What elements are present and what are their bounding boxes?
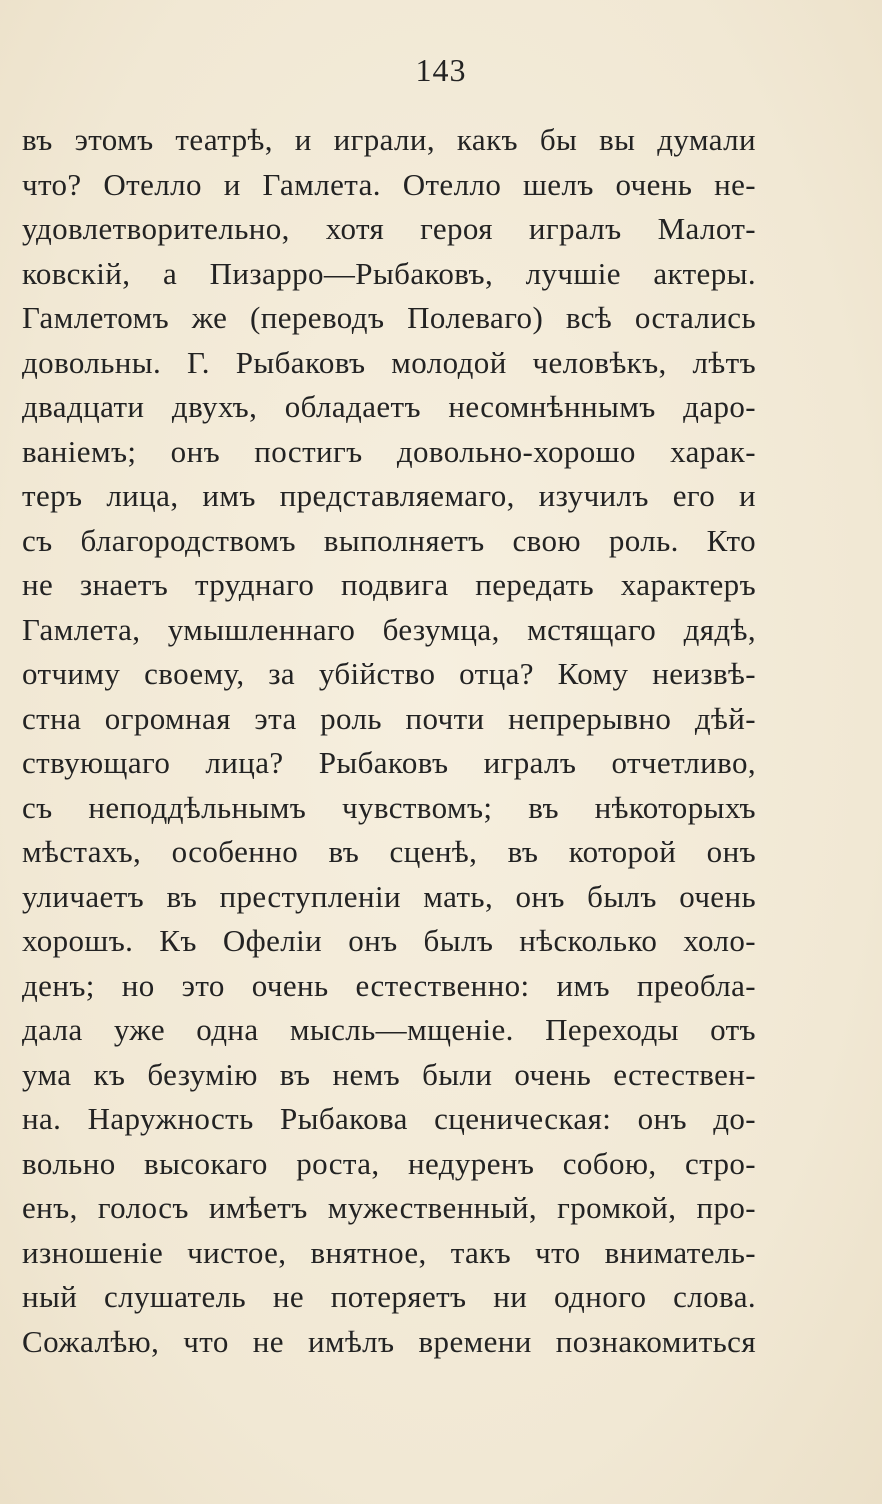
text-line: Гамлетомъ же (переводъ Полеваго) всѣ остались — [22, 300, 756, 335]
text-line: съ благородствомъ выполняетъ свою роль. Кто — [22, 522, 756, 558]
text-line: не знаетъ труднаго подвига передать характеръ — [22, 567, 756, 602]
text-line: Сожалѣю, что не имѣлъ времени познакомиться — [22, 1323, 756, 1359]
text-line: довольны. Г. Рыбаковъ молодой человѣкъ, лѣтъ — [22, 344, 756, 380]
text-line: мѣстахъ, особенно въ сценѣ, въ которой онъ — [22, 834, 756, 869]
text-line: изношеніе чистое, внятное, такъ что вниматель- — [22, 1234, 756, 1270]
text-line: отчиму своему, за убійство отца? Кому неизвѣ- — [22, 656, 756, 691]
text-line: хорошъ. Къ Офеліи онъ былъ нѣсколько холо- — [22, 923, 756, 958]
text-line: теръ лица, имъ представляемаго, изучилъ его и — [22, 478, 756, 513]
text-line: ный слушатель не потеряетъ ни одного слова. — [22, 1279, 756, 1314]
text-line: Гамлета, умышленнаго безумца, мстящаго дядѣ, — [22, 611, 756, 647]
text-line: на. Наружность Рыбакова сценическая: онъ до- — [22, 1101, 756, 1136]
text-line: вольно высокаго роста, недуренъ собою, стро- — [22, 1145, 756, 1181]
text-line: ствующаго лица? Рыбаковъ игралъ отчетливо, — [22, 745, 756, 780]
text-line: что? Отелло и Гамлета. Отелло шелъ очень не- — [22, 166, 756, 202]
text-line: съ неподдѣльнымъ чувствомъ; въ нѣкоторыхъ — [22, 789, 756, 825]
text-line: ума къ безумію въ немъ были очень естествен- — [22, 1056, 756, 1092]
text-line: дала уже одна мысль—мщеніе. Переходы отъ — [22, 1012, 756, 1047]
text-line: стна огромная эта роль почти непрерывно дѣй- — [22, 700, 756, 736]
text-line: удовлетворительно, хотя героя игралъ Малот- — [22, 211, 756, 246]
text-line: двадцати двухъ, обладаетъ несомнѣннымъ даро- — [22, 389, 756, 424]
text-line: денъ; но это очень естественно: имъ преобла- — [22, 967, 756, 1003]
page-number: 143 — [415, 52, 467, 88]
text-line: уличаетъ въ преступленіи мать, онъ былъ очень — [22, 878, 756, 914]
text-line: енъ, голосъ имѣетъ мужественный, громкой, про- — [22, 1190, 756, 1225]
text-line: ваніемъ; онъ постигъ довольно-хорошо харак- — [22, 433, 756, 469]
text-line: въ этомъ театрѣ, и играли, какъ бы вы думали — [22, 122, 756, 157]
text-line: ковскій, а Пизарро—Рыбаковъ, лучшіе актеры. — [22, 255, 756, 291]
body-text — [22, 118, 756, 1364]
